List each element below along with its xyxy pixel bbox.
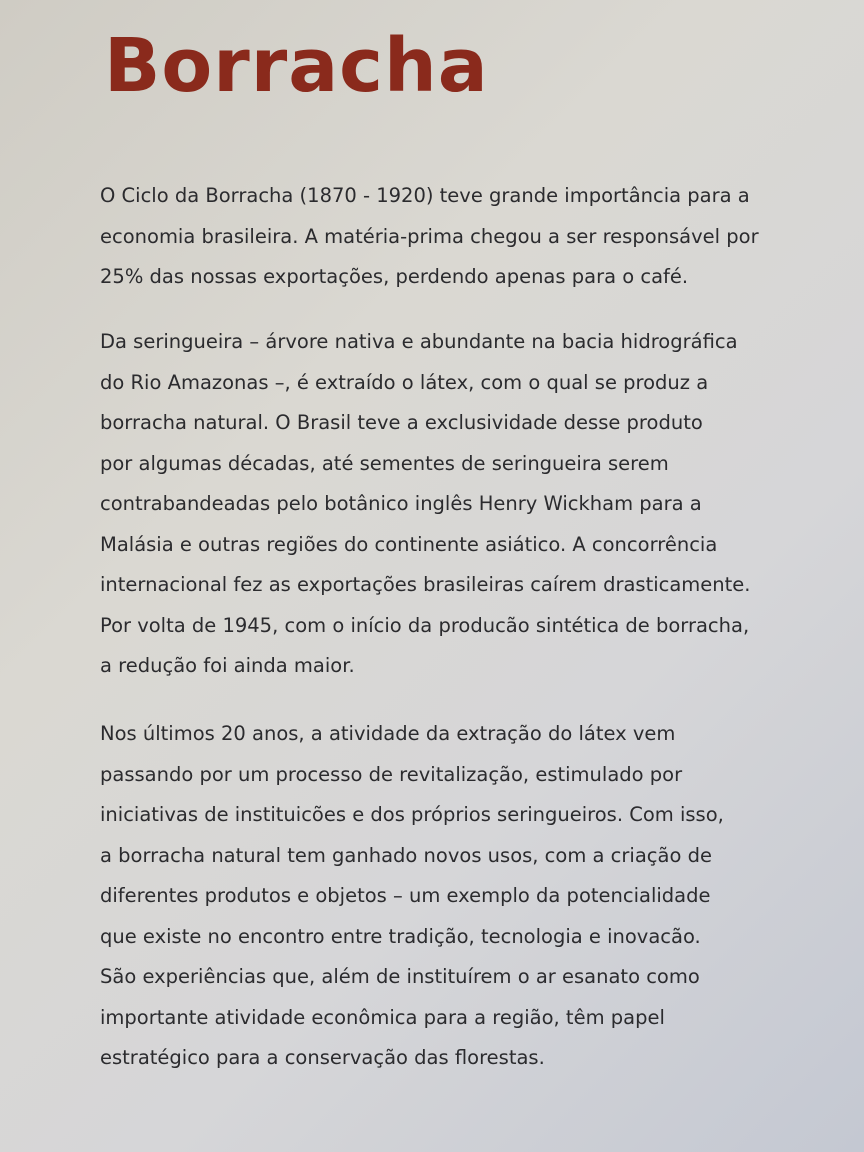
text-line: O Ciclo da Borracha (1870 - 1920) teve grande importância para a	[100, 184, 750, 207]
text-line: que existe no encontro entre tradição, tecnologia e inovacão.	[100, 924, 701, 948]
paragraph-revitalization	[100, 714, 840, 1079]
text-line: passando por um processo de revitalização, estimulado por	[100, 762, 683, 786]
text-line: por algumas décadas, até sementes de seringueira serem	[100, 451, 669, 475]
text-line: Nos últimos 20 anos, a atividade da extração do látex vem	[100, 722, 676, 745]
paragraph-rubber-cycle	[100, 176, 840, 298]
text-line: internacional fez as exportações brasileiras caírem drasticamente.	[100, 573, 751, 596]
text-line: contrabandeadas pelo botânico inglês Henry Wickham para a	[100, 492, 702, 515]
text-line: Por volta de 1945, com o início da producão sintética de borracha,	[100, 613, 750, 637]
text-line: borracha natural. O Brasil teve a exclusividade desse produto	[100, 411, 703, 434]
text-line: do Rio Amazonas –, é extraído o látex, com o qual se produz a	[100, 370, 709, 394]
text-line: a redução foi ainda maior.	[100, 654, 355, 677]
paragraph-rubber-tree-history	[100, 322, 840, 687]
text-line: economia brasileira. A matéria-prima chegou a ser responsável por	[100, 224, 759, 248]
text-line: 25% das nossas exportações, perdendo apenas para o café.	[100, 265, 689, 288]
text-line: Malásia e outras regiões do continente asiático. A concorrência	[100, 532, 718, 556]
text-line: a borracha natural tem ganhado novos usos, com a criação de	[100, 843, 712, 867]
text-line: diferentes produtos e objetos – um exemplo da potencialidade	[100, 884, 711, 907]
text-line: importante atividade econômica para a região, têm papel	[100, 1005, 665, 1029]
text-line: Da seringueira – árvore nativa e abundante na bacia hidrográfica	[100, 330, 738, 353]
panel-title: Borracha	[104, 23, 489, 109]
text-line: iniciativas de instituicões e dos próprios seringueiros. Com isso,	[100, 803, 724, 826]
text-line: São experiências que, além de instituírem o ar esanato como	[100, 965, 700, 988]
text-line: estratégico para a conservação das florestas.	[100, 1046, 545, 1069]
